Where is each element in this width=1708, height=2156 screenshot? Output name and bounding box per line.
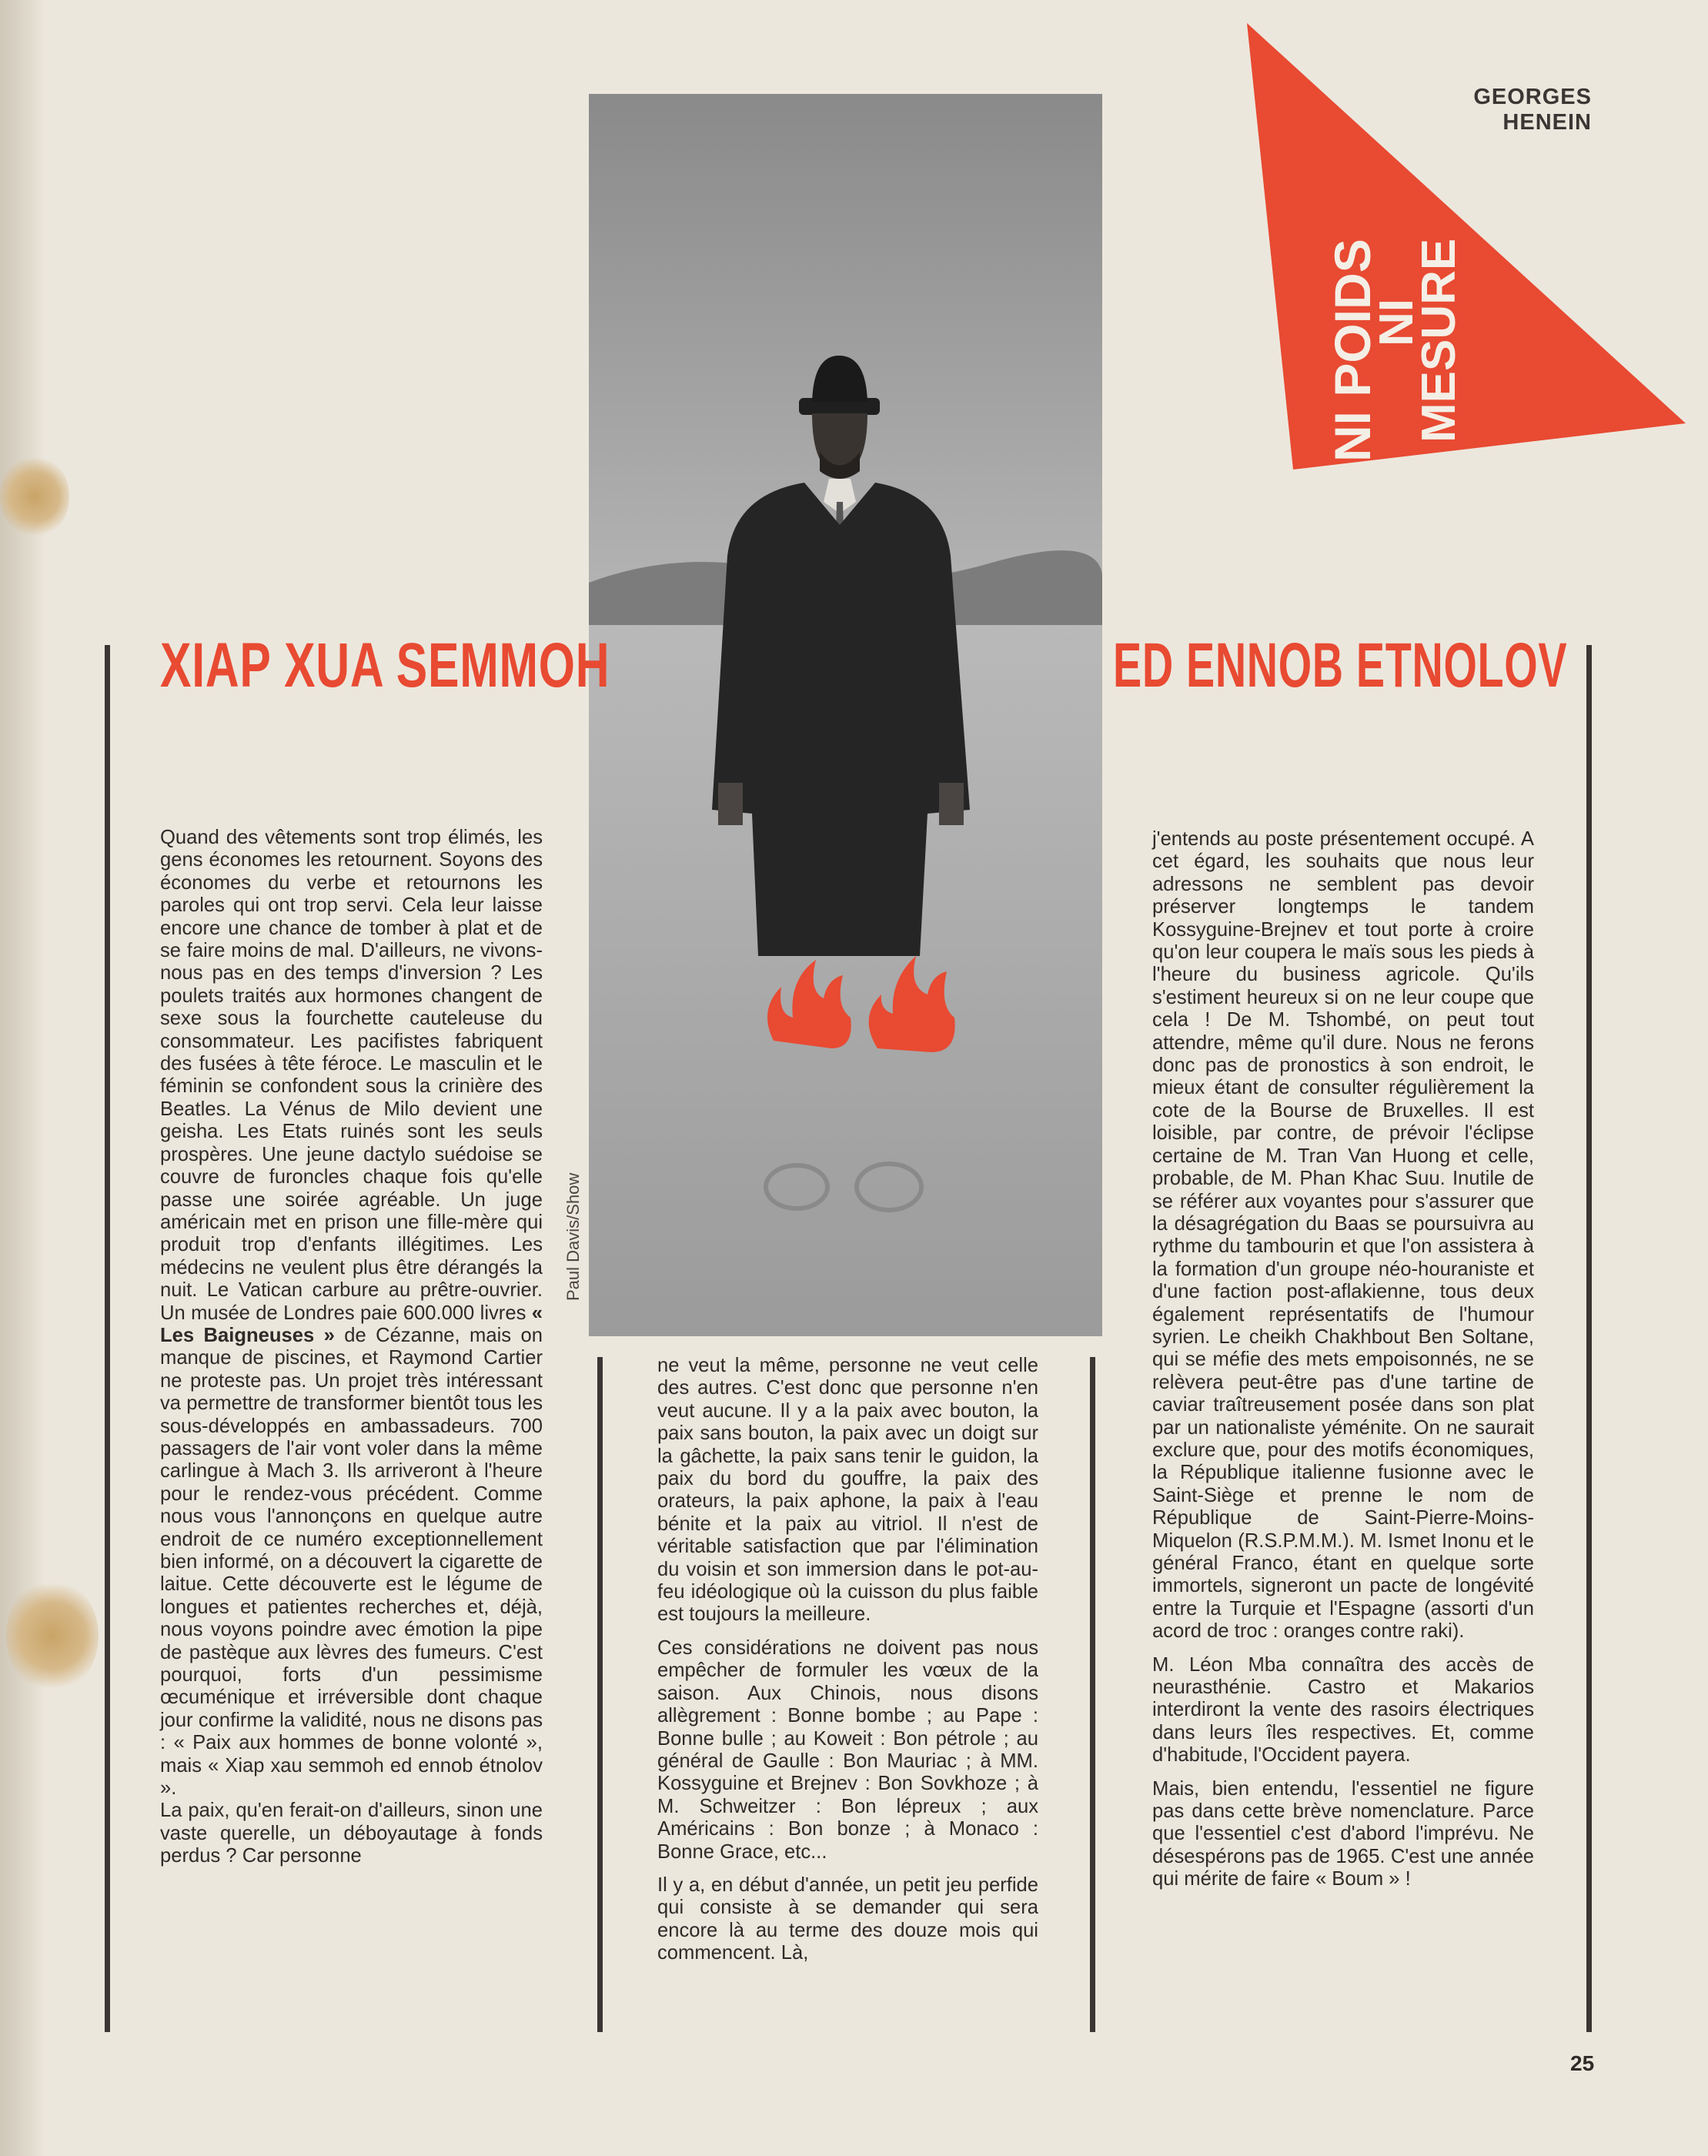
paragraph: La paix, qu'en ferait-on d'ailleurs, sinon une vaste querelle, un déboyautage à fonds perdus ? Car personne (160, 1800, 543, 1867)
rubric-line-2: NI (1370, 299, 1423, 346)
article-column-1 (160, 827, 543, 1868)
column-rule (105, 645, 110, 2032)
paragraph: j'entends au poste présentement occupé. A cet égard, les souhaits que nous leur adressons ne semblent pas devoir préserver longtemps le tandem Kossyguine-Brejnev et tout porte à croire qu'on leur coupera le maïs sous les pieds à l'heure du business agricole. Qu'ils s'estiment heureux si on ne leur coupe que cela ! De M. Tshombé, on peut tout attendre, même qu'il dure. Nous ne ferons donc pas de pronostics à son endroit, le mieux étant de consulter régulièrement la cote de la Bourse de Bruxelles. Il est loisible, par contre, de prévoir l'éclipse certaine de M. Tran Van Huong et celle, probable, de M. Phan Khac Suu. Inutile de se référer aux voyantes pour s'assurer que la désagrégation du Baas se poursuivra au rythme du tambourin et que l'on assistera à la formation d'un groupe néo-houraniste et d'une faction post-aflakienne, tous deux également représentatifs de l'humour syrien. Le cheikh Chakhbout Ben Soltane, qui se méfie des mets empoisonnés, ne se relèvera peut-être pas d'une tartine de caviar traîtreusement posée dans son plat par un nationaliste yéménite. On ne saurait exclure que, pour des motifs économiques, la République italienne fusionne avec le Saint-Siège et prenne le nom de République de Saint-Pierre-Moins-Miquelon (R.S.P.M.M.). M. Ismet Inonu et le général Franco, étant en quelque sorte immortels, signeront un pacte de longévité entre la Turquie et l'Espagne (assorti d'un acord de troc : oranges contre raki). (1152, 828, 1534, 1643)
page-number: 25 (1570, 2051, 1595, 2075)
column-rule (1090, 1357, 1095, 2032)
paragraph: ne veut la même, personne ne veut celle des autres. C'est donc que personne n'en veut aucune. Il y a la paix avec bouton, la paix sans bouton, la paix avec un doigt sur la gâchette, la paix sans tenir le guidon, la paix du bord du gouffre, la paix des orateurs, la paix aphone, la paix à l'eau bénite et la paix au vitriol. Il n'est de véritable satisfaction que par l'élimination du voisin et son immersion dans le pot-au-feu idéologique où la cuisson du plus faible est toujours la meilleure. (657, 1355, 1038, 1626)
stain-mark (6, 1578, 99, 1693)
paragraph: M. Léon Mba connaîtra des accès de neurasthénie. Castro et Makarios interdiront la vente des rasoirs électriques dans leurs îles respectives. Et, comme d'habitude, l'Occident payera. (1152, 1653, 1534, 1767)
column-rule (597, 1357, 603, 2032)
column-rule (1586, 645, 1592, 2032)
headline-left: XIAP XUA SEMMOH (160, 630, 610, 700)
photo-credit: Paul Davis/Show (563, 1172, 583, 1301)
rubric-line-1: NI POIDS (1324, 239, 1381, 462)
rubric-title (1309, 208, 1493, 485)
paragraph: Quand des vêtements sont trop élimés, les gens économes les retournent. Soyons des économes du verbe et retournons les paroles qui ont trop servi. Cela leur laisse encore une chance de tomber à plat et de se faire moins de mal. D'ailleurs, ne vivons-nous pas en des temps d'inversion ? Les poulets traités aux hormones changent de sexe sous la fourchette cauteleuse du consommateur. Les pacifistes fabriquent des fusées à tête féroce. Le masculin et le féminin se confondent sous la crinière des Beatles. La Vénus de Milo devient une geisha. Les Etats ruinés sont les seuls prospères. Une jeune dactylo suédoise se couvre de furoncles chaque fois qu'elle passe une soirée agréable. Un juge américain met en prison une fille-mère qui produit trop d'enfants illégitimes. Les médecins ne veulent plus être dérangés la nuit. Le Vatican carbure au prêtre-ouvrier. Un musée de Londres paie 600.000 livres « Les Baigneuses » de Cézanne, mais on manque de piscines, et Raymond Cartier ne proteste pas. Un projet très intéressant va permettre de transformer bientôt tous les sous-développés en ambassadeurs. 700 passagers de l'air vont voler dans la même carlingue à Mach 3. Ils arriveront à l'heure pour le rendez-vous précédent. Comme nous vous l'annonçons en quelque autre endroit de ce numéro exceptionnellement bien informé, on a découvert la cigarette de laitue. Cette découverte est le légume de longues et patientes recherches et, déjà, nous voyons poindre avec émotion la pipe de pastèque aux lèvres des fumeurs. C'est pourquoi, forts d'un pessimisme œcuménique et irréversible dont chaque jour confirme la validité, nous ne disons pas : « Paix aux hommes de bonne volonté », mais « Xiap xau semmoh ed ennob étnolov ». (160, 827, 543, 1800)
author-byline: GEORGES HENEIN (1473, 85, 1592, 135)
paragraph: Ces considérations ne doivent pas nous empêcher de formuler les vœux de la saison. Aux Chinois, nous disons allègrement : Bonne bombe ; au Pape : Bonne bulle ; au Koweit : Bon pétrole ; au général de Gaulle : Bon Mauriac ; à MM. Kossyguine et Brejnev : Bon Sovkhoze ; à M. Schweitzer : Bon lépreux ; aux Américains : Bon bonze ; à Monaco : Bonne Grace, etc... (657, 1636, 1038, 1863)
article-column-2 (657, 1355, 1038, 1965)
stain-mark (0, 454, 69, 539)
article-column-3 (1152, 828, 1534, 1891)
page-spine-shadow (0, 0, 46, 2156)
article-photo (589, 94, 1102, 1336)
headline-right: ED ENNOB ETNOLOV (1113, 630, 1568, 700)
paragraph: Mais, bien entendu, l'essentiel ne figure pas dans cette brève nomenclature. Parce que l'essentiel c'est d'abord l'imprévu. Ne désespérons pas de 1965. C'est une année qui mérite de faire « Boum » ! (1152, 1777, 1534, 1890)
rubric-line-3: MESURE (1412, 238, 1466, 443)
paragraph: Il y a, en début d'année, un petit jeu perfide qui consiste à se demander qui sera encore là au terme des douze mois qui commencent. Là, (657, 1874, 1038, 1964)
